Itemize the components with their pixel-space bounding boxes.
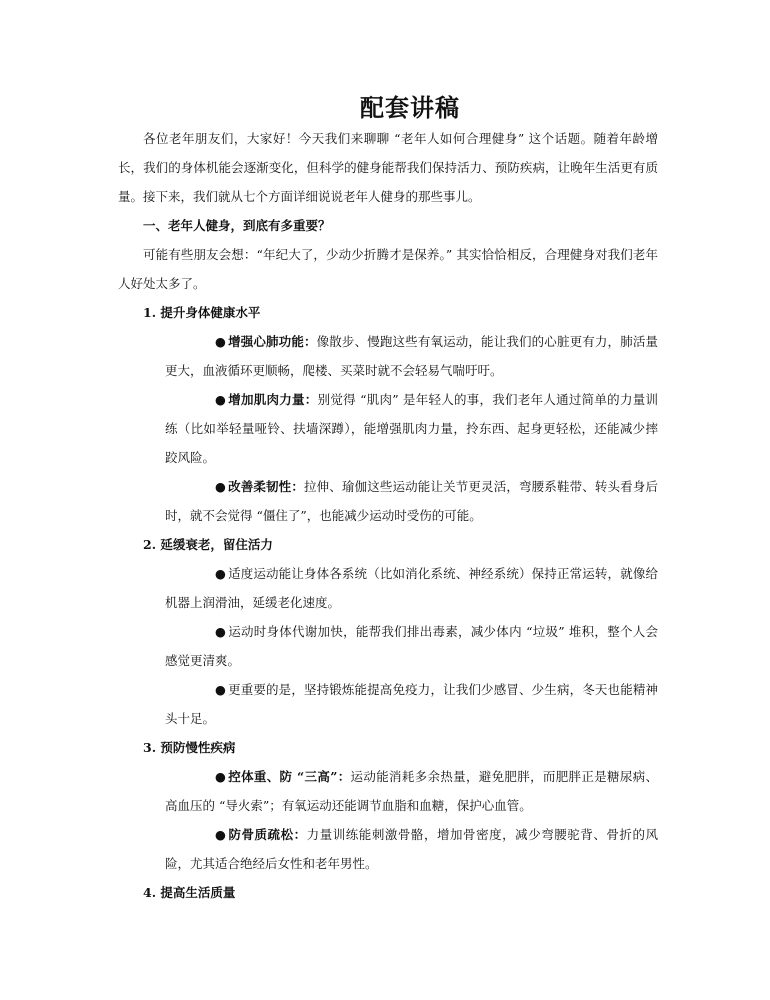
- bullet-text: 拉伸、瑜伽这些运动能让关节更灵活，弯腰系鞋带、转头看身后时，就不会觉得 “僵住了”，也能减少运动时受伤的可能。: [165, 479, 658, 523]
- bullet-item: [118, 675, 658, 733]
- bullet-label: 防骨质疏松：: [227, 827, 307, 842]
- bullet-dot-icon: ●: [215, 334, 226, 349]
- bullet-text: 适度运动能让身体各系统（比如消化系统、神经系统）保持正常运转，就像给机器上润滑油，延缓老化速度。: [165, 566, 658, 610]
- bullet-item: [118, 472, 658, 530]
- intro-paragraph: 各位老年朋友们，大家好！今天我们来聊聊 “老年人如何合理健身” 这个话题。随着年龄增长，我们的身体机能会逐渐变化，但科学的健身能帮我们保持活力、预防疾病，让晚年生活更有质量。接下来，我们就从七个方面详细说说老年人健身的那些事儿。: [118, 131, 658, 204]
- bullet-dot-icon: ●: [215, 769, 226, 784]
- bullet-item: [118, 762, 658, 820]
- bullet-dot-icon: ●: [215, 392, 226, 407]
- bullet-label: 增强心肺功能：: [227, 334, 317, 349]
- subsection-heading-1: 1. 提升身体健康水平: [143, 305, 261, 320]
- bullet-text: 别觉得 “肌肉” 是年轻人的事，我们老年人通过简单的力量训练（比如举轻量哑铃、扶墙深蹲），能增强肌肉力量，拎东西、起身更轻松，还能减少摔跤风险。: [165, 392, 658, 465]
- bullet-text: 更重要的是，坚持锻炼能提高免疫力，让我们少感冒、少生病，冬天也能精神头十足。: [165, 682, 658, 726]
- page-title: 配套讲稿: [360, 93, 460, 122]
- bullet-item: [118, 327, 658, 385]
- bullet-text: 运动时身体代谢加快，能帮我们排出毒素，减少体内 “垃圾” 堆积，整个人会感觉更清爽。: [165, 624, 658, 668]
- section-heading-1: 一、老年人健身，到底有多重要？: [143, 218, 331, 233]
- bullet-label: 控体重、防 “三高”：: [227, 769, 351, 784]
- bullet-dot-icon: ●: [215, 479, 226, 494]
- bullet-text: 像散步、慢跑这些有氧运动，能让我们的心脏更有力，肺活量更大，血液循环更顺畅，爬楼、买菜时就不会轻易气喘吁吁。: [165, 334, 658, 378]
- bullet-text: 运动能消耗多余热量，避免肥胖，而肥胖正是糖尿病、高血压的 “导火索”；有氧运动还能调节血脂和血糖，保护心血管。: [165, 769, 658, 813]
- bullet-label: 改善柔韧性：: [227, 479, 304, 494]
- bullet-label: 增加肌肉力量：: [227, 392, 318, 407]
- bullet-text: 力量训练能刺激骨骼，增加骨密度，减少弯腰驼背、骨折的风险，尤其适合绝经后女性和老年男性。: [165, 827, 658, 871]
- bullet-item: [118, 559, 658, 617]
- subsection-heading-4: 4. 提高生活质量: [143, 885, 236, 900]
- subsection-heading-3: 3. 预防慢性疾病: [143, 740, 236, 755]
- subsection-heading-2: 2. 延缓衰老，留住活力: [143, 537, 273, 552]
- bullet-dot-icon: ●: [215, 827, 226, 842]
- bullet-item: [118, 617, 658, 675]
- bullet-dot-icon: ●: [215, 682, 226, 697]
- bullet-dot-icon: ●: [215, 566, 226, 581]
- bullet-item: [118, 820, 658, 878]
- bullet-item: [118, 385, 658, 472]
- section-1-intro: 可能有些朋友会想：“年纪大了，少动少折腾才是保养。” 其实恰恰相反，合理健身对我们老年人好处太多了。: [118, 247, 658, 291]
- document-body: [118, 124, 658, 907]
- bullet-dot-icon: ●: [215, 624, 226, 639]
